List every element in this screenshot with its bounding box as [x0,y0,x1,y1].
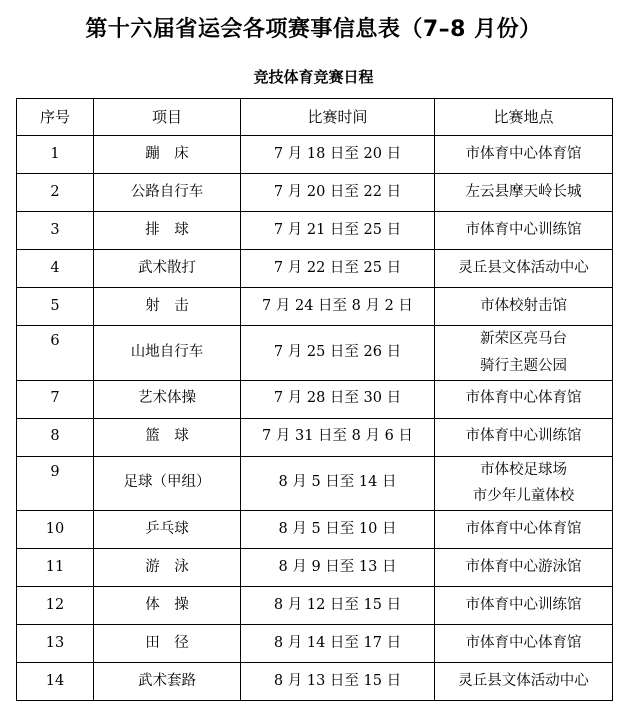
cell-venue [435,212,613,250]
cell-no: 4 [17,250,94,288]
table-row [17,663,613,701]
header-time: 比赛时间 [241,99,435,136]
cell-no: 14 [17,663,94,701]
document-title: 第十六届省运会各项赛事信息表（7–8 月份） [85,17,542,42]
cell-event: 体 操 [94,587,241,625]
table-row [17,456,613,511]
cell-event: 山地自行车 [94,326,241,381]
cell-time: 7 月 21 日至 25 日 [241,212,435,250]
cell-event: 乒乓球 [94,511,241,549]
cell-venue [435,326,613,381]
cell-time: 8 月 5 日至 14 日 [241,456,435,511]
cell-time: 7 月 31 日至 8 月 6 日 [241,418,435,456]
table-row [17,587,613,625]
table-row [17,511,613,549]
cell-time: 7 月 24 日至 8 月 2 日 [241,288,435,326]
cell-no: 7 [17,380,94,418]
cell-no: 5 [17,288,94,326]
venue-line: 灵丘县文体活动中心 [458,259,589,276]
cell-no: 11 [17,549,94,587]
cell-venue [435,587,613,625]
cell-event: 游 泳 [94,549,241,587]
cell-time: 8 月 12 日至 15 日 [241,587,435,625]
venue-line: 市体育中心体育馆 [465,634,582,651]
cell-no: 12 [17,587,94,625]
cell-venue [435,625,613,663]
cell-time: 8 月 13 日至 15 日 [241,663,435,701]
venue-line: 市少年儿童体校 [472,488,575,505]
cell-time: 7 月 28 日至 30 日 [241,380,435,418]
schedule-table [16,98,613,701]
cell-no: 2 [17,174,94,212]
header-no: 序号 [17,99,94,136]
table-row [17,380,613,418]
table-header-row [17,99,613,136]
cell-venue [435,174,613,212]
table-body [17,136,613,701]
cell-time: 7 月 18 日至 20 日 [241,136,435,174]
cell-time: 7 月 25 日至 26 日 [241,326,435,381]
table-row [17,212,613,250]
venue-line: 市体育中心训练馆 [465,596,582,613]
venue-line: 市体育中心体育馆 [465,520,582,537]
header-venue: 比赛地点 [435,99,613,136]
cell-venue [435,418,613,456]
venue-line: 市体育中心游泳馆 [465,558,582,575]
table-row [17,174,613,212]
cell-event: 排 球 [94,212,241,250]
cell-no: 1 [17,136,94,174]
cell-venue [435,288,613,326]
cell-event: 射 击 [94,288,241,326]
cell-event: 蹦 床 [94,136,241,174]
cell-venue [435,663,613,701]
venue-line: 新荣区亮马台 [480,331,567,347]
cell-time: 8 月 5 日至 10 日 [241,511,435,549]
cell-time: 8 月 14 日至 17 日 [241,625,435,663]
cell-event: 公路自行车 [94,174,241,212]
cell-event: 篮 球 [94,418,241,456]
venue-line: 灵丘县文体活动中心 [458,672,589,689]
table-row [17,549,613,587]
cell-no: 6 [17,326,94,381]
cell-time: 7 月 22 日至 25 日 [241,250,435,288]
cell-event: 艺术体操 [94,380,241,418]
cell-event: 田 径 [94,625,241,663]
cell-no: 3 [17,212,94,250]
table-row [17,625,613,663]
venue-line: 市体育中心训练馆 [465,428,582,445]
cell-event: 足球（甲组） [94,456,241,511]
cell-no: 10 [17,511,94,549]
cell-venue [435,549,613,587]
venue-line: 市体育中心训练馆 [465,221,582,238]
table-row [17,418,613,456]
venue-line: 市体校射击馆 [480,297,567,314]
header-event: 项目 [94,99,241,136]
venue-line: 骑行主题公园 [480,357,567,374]
document-subtitle: 竞技体育竞赛日程 [253,68,374,86]
cell-no: 9 [17,456,94,511]
table-row [17,136,613,174]
cell-event: 武术套路 [94,663,241,701]
cell-event: 武术散打 [94,250,241,288]
venue-line: 市体育中心体育馆 [465,145,582,162]
table-row [17,250,613,288]
cell-no: 13 [17,625,94,663]
table-row [17,288,613,326]
cell-venue [435,250,613,288]
venue-line: 市体育中心体育馆 [465,390,582,407]
cell-time: 7 月 20 日至 22 日 [241,174,435,212]
cell-venue [435,511,613,549]
cell-venue [435,136,613,174]
venue-line: 市体校足球场 [480,461,567,478]
cell-venue [435,456,613,511]
cell-time: 8 月 9 日至 13 日 [241,549,435,587]
table-row [17,326,613,381]
venue-line: 左云县摩天岭长城 [465,183,582,200]
cell-venue [435,380,613,418]
cell-no: 8 [17,418,94,456]
